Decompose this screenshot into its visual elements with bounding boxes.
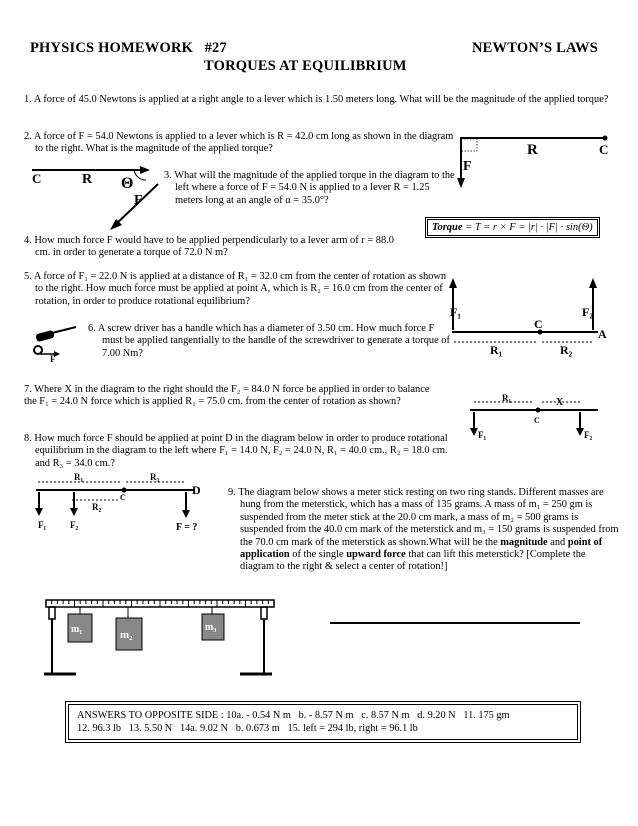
q8-label-r1: R₁ [74,472,84,482]
q8-pivot [122,488,127,493]
question-9 [228,487,622,574]
q3-label-c: C [32,171,42,186]
q9-text-3: that can lift this meterstick? [Complete the diagram to the right & select a center of rotation!] [240,549,586,573]
q2-pivot [603,136,608,141]
q3-label-r: R [82,172,93,187]
q9-label-m3: m₃ [205,622,217,633]
q6-screwdriver-diagram [30,326,86,362]
q5-label-f1: F₁ [450,305,461,319]
q8-label-r3: R₃ [150,472,160,482]
q8-label-f1: F₁ [38,520,47,530]
q6-screwdriver-shaft [52,327,76,333]
q5-lever-diagram [448,270,613,360]
q5-label-f2: F₂ [582,305,593,319]
q8-lever-diagram [34,468,224,538]
q9-bold-upward-force: upward force [346,549,406,561]
q6-handle-cross-section [34,346,42,354]
question-7: 7. Where X in the diagram to the right should the F₂ = 84.0 N force be applied in order to balance the F₁ = 24.0 N force which is applied R₁ = 75.0 cm. from the center of rotation as shown? [24,384,430,408]
q5-label-r1: R₁ [490,343,503,357]
question-4: 4. How much force F would have to be applied perpendicularly to a lever arm of r = 88.0 cm. in order to generate a torque of 72.0 N m? [24,235,394,259]
q9-text-and: and [547,536,568,548]
q9-label-m2: m₂ [120,629,133,641]
q9-meterstick-diagram [40,594,280,680]
q7-label-f1: F₁ [478,430,487,440]
q5-label-r2: R₂ [560,343,573,357]
q3-label-f: F [134,193,143,208]
q8-label-d: D [192,483,201,497]
answers-box [68,704,578,740]
q9-text-2: of the single [289,549,347,561]
q5-label-a: A [598,327,607,341]
q9-ring-left [49,607,55,619]
q2-label-c: C [599,142,609,157]
q3-angled-lever-diagram [30,164,165,234]
q5-label-c: C [534,317,543,331]
q8-label-f2: F₂ [70,520,79,530]
torque-formula-box [427,219,598,236]
question-6: 6. A screw driver has a handle which has a diameter of 3.50 cm. How much force F must be applied tangentially to the handle of the screwdriver to generate a torque of 7.00 Nm? [88,323,450,359]
q7-label-f2: F₂ [584,430,593,440]
q8-label-c: C [120,493,126,502]
q7-lever-diagram [468,392,603,444]
q6-label-f: F [50,354,56,362]
q6-screwdriver-handle [35,330,54,342]
q9-bold-point: point of application [240,536,603,561]
topic-title: NEWTON’S LAWS [472,40,599,56]
q3-label-theta: Θ [121,175,134,192]
question-3: 3. What will the magnitude of the applied torque in the diagram to the left where a force of F = 54.0 N is applied to a lever R = 1.25 meters long at an angle of α = 35.0°? [164,170,455,206]
torque-formula-lhs: Torque [432,222,463,233]
q7-label-x: X [556,397,564,408]
q7-label-c: C [534,416,540,425]
q9-ring-right [261,607,267,619]
q7-label-r1: R₁ [502,393,512,403]
q2-label-f: F [463,159,472,174]
q2-label-r: R [527,142,538,158]
homework-title: PHYSICS HOMEWORK #27 [30,40,227,56]
page-subtitle: TORQUES AT EQUILIBRIUM [204,58,407,74]
answers-line-2: 12. 96.3 lb 13. 5.50 N 14a. 9.02 N b. 0.673 m 15. left = 294 lb, right = 96.1 lb [77,723,418,734]
question-1: 1. A force of 45.0 Newtons is applied at a right angle to a lever which is 1.50 meters long. What will be the magnitude of the applied torque? [24,94,609,105]
q9-text-1: 9. The diagram below shows a meter stick resting on two ring stands. Different masses are hung from the meterstick, which has a mass of 135 grams. A mass of m₁ = 250 gm is suspended from the meter stick at the 20.0 cm mark, a mass of m₂ = 500 grams is suspended from the 40.0 cm mark of the meterstick and m₃ = 150 grams is suspended from the 70.0 cm mark of the meterstick as shown.What will be the [228,487,619,548]
q9-label-m1: m₁ [71,624,83,635]
q9-answer-line [330,622,580,624]
question-2: 2. A force of F = 54.0 Newtons is applied to a lever which is R = 42.0 cm long as shown in the diagram to the right. What is the magnitude of the applied torque? [24,131,454,155]
q8-label-r2: R₂ [92,502,102,512]
q2-lever-diagram [455,132,615,194]
question-8: 8. How much force F should be applied at point D in the diagram below in order to produce rotational equilibrium in the diagram to the left where F₁ = 14.0 N, F₂ = 24.0 N, R₁ = 40.0 cm., R₂ = 18.0 cm. and R₃ = 34.0 cm.? [24,433,448,469]
q9-bold-magnitude: magnitude [500,536,548,548]
q7-pivot [536,408,541,413]
answers-line-1: ANSWERS TO OPPOSITE SIDE : 10a. - 0.54 N m b. - 8.57 N m c. 8.57 N m d. 9.20 N 11. 175 gm [77,710,510,721]
torque-formula-rhs: = Τ = r × F = |r| · |F| · sin(Θ) [462,222,593,233]
question-5: 5. A force of F₁ = 22.0 N is applied at a distance of R₁ = 32.0 cm from the center of rotation as shown to the right. How much force must be applied at point A, which is R₂ = 16.0 cm from the center of rotation, in order to produce rotational equilibrium? [24,271,447,307]
q8-label-f: F = ? [176,522,198,533]
